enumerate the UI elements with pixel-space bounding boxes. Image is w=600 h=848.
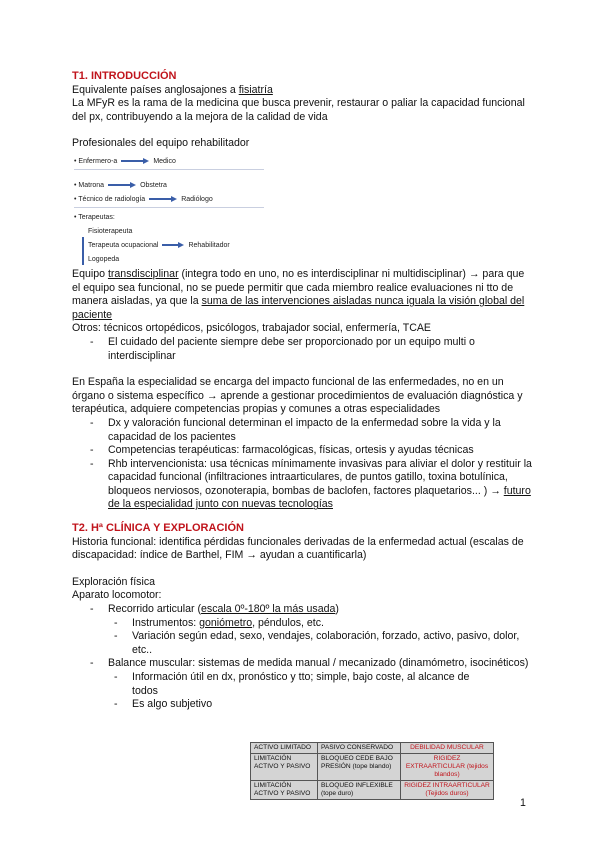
diagram-logopeda: Logopeda	[88, 255, 120, 263]
team-title: Profesionales del equipo rehabilitador	[72, 137, 250, 150]
diagram-radiologo: Radiólogo	[181, 195, 213, 203]
page-number: 1	[520, 797, 526, 809]
t1-heading: T1. INTRODUCCIÓN	[72, 70, 177, 82]
t1-line1	[72, 84, 532, 98]
balance-item: - Balance muscular: sistemas de medida manual / mecanizado (dinamómetro, isocinéticos)	[72, 657, 532, 671]
table-cell: DEBILIDAD MUSCULAR	[401, 743, 494, 754]
diagram-divider	[74, 169, 264, 170]
diagram-terapeuta-ocupacional: Terapeuta ocupacional	[88, 241, 159, 249]
t1-line2: La MFyR es la rama de la medicina que busca prevenir, restaurar o paliar la capacidad funcional del px, contribuyendo a la mejora de la calidad de vida	[72, 97, 525, 123]
list-item: - Dx y valoración funcional determinan el impacto de la enfermedad sobre la vida y la capacidad de los pacientes	[72, 417, 532, 444]
table-row	[251, 781, 494, 800]
diagram-rehabilitador: Rehabilitador	[188, 241, 230, 249]
table-row	[251, 754, 494, 781]
diagram-fisioterapeuta: Fisioterapeuta	[88, 227, 133, 235]
equipo-term-2: suma de las intervenciones aisladas nunca iguala la visión global del paciente	[72, 295, 525, 321]
table-row	[251, 743, 494, 754]
subjetivo-item: - Es algo subjetivo	[72, 698, 532, 712]
exploracion-title: Exploración física	[72, 575, 156, 588]
info-item	[72, 671, 532, 698]
arrow-icon	[149, 196, 177, 202]
recorrido-text-2: )	[335, 603, 339, 616]
rhb-text: Rhb intervencionista: usa técnicas mínimamente invasivas para aliviar el dolor y restituir la capacidad funcional (infiltraciones intraarticulares, de puntos gatillo, toxina botulínica, bloqueos nerviosos, ozonoterapia, bombas de baclofen, factores plaquetarios... ) →	[108, 457, 532, 497]
instrumentos-term: goniómetro	[199, 616, 253, 629]
equipo-text-1: Equipo	[72, 267, 108, 280]
list-item: - Competencias terapéuticas: farmacológicas, físicas, ortesis y ayudas técnicas	[72, 444, 532, 458]
recorrido-text-1: Recorrido articular (	[108, 603, 202, 616]
diagram-tecnico: • Técnico de radiología	[74, 195, 146, 203]
rhb-term: futuro de la especialidad junto con nuevas tecnologías	[108, 484, 531, 511]
rom-table	[250, 742, 494, 800]
otros-item: - El cuidado del paciente siempre debe ser proporcionado por un equipo multi o interdisciplinar	[72, 336, 532, 363]
table-cell: PASIVO CONSERVADO	[318, 743, 401, 754]
t2-heading: T2. Hª CLÍNICA Y EXPLORACIÓN	[72, 522, 244, 535]
diagram-enfermero: • Enfermero-a	[74, 157, 118, 165]
instrumentos-item	[72, 617, 532, 631]
diagram-divider	[74, 207, 264, 208]
historia-paragraph: Historia funcional: identifica pérdidas funcionales derivadas de la enfermedad actual (escalas de discapacidad: índice de Barthel, FIM → ayudan a cuantificarla)	[72, 535, 524, 562]
t1-line1-prefix: Equivalente países anglosajones a	[72, 83, 239, 96]
equipo-text-2: (integra todo en uno, no es interdisciplinar ni multidisciplinar) → para que el equipo sea funcional, no se puede permitir que cada miembro realice evaluaciones ni tto de manera aisladas, ya que la	[72, 267, 525, 308]
equipo-paragraph	[72, 268, 532, 322]
espana-paragraph: En España la especialidad se encarga del impacto funcional de las enfermedades, no en un órgano o sistema específico → aprende a gestionar procedimientos de evaluación diagnóstica y terapéutica, adquiere competencias propias y comunes a otras especialidades	[72, 376, 523, 416]
info-text-1: Información útil en dx, pronóstico y tto; simple, bajo coste, al alcance de	[132, 671, 470, 683]
table-cell: LIMITACIÓN ACTIVO Y PASIVO	[251, 781, 318, 800]
team-diagram	[74, 153, 274, 265]
t1-line1-term: fisiatría	[238, 83, 273, 96]
arrow-icon	[121, 158, 149, 164]
diagram-obstetra: Obstetra	[140, 181, 167, 189]
diagram-medico: Medico	[153, 157, 176, 165]
arrow-icon	[162, 242, 184, 248]
info-text-2: todos	[132, 684, 158, 697]
table-cell: LIMITACIÓN ACTIVO Y PASIVO	[251, 754, 318, 781]
page-content	[72, 70, 532, 712]
instrumentos-text-1: Instrumentos:	[132, 616, 200, 629]
table-cell: RIGIDEZ INTRAARTICULAR (Tejidos duros)	[401, 781, 494, 800]
recorrido-term: escala 0º-180º la más usada	[201, 603, 336, 616]
diagram-terapeutas: • Terapeutas:	[74, 213, 115, 221]
variacion-item: - Variación según edad, sexo, vendajes, colaboración, forzado, activo, pasivo, dolor, etc..	[72, 630, 532, 657]
diagram-matrona: • Matrona	[74, 181, 105, 189]
diagram-bracket	[82, 237, 84, 265]
recorrido-item	[72, 603, 532, 617]
list-item-rhb	[72, 458, 532, 512]
table-cell: ACTIVO LIMITADO	[251, 743, 318, 754]
instrumentos-text-2: , péndulos, etc.	[252, 616, 324, 629]
table-cell: BLOQUEO INFLEXIBLE (tope duro)	[318, 781, 401, 800]
table-cell: RIGIDEZ EXTRAARTICULAR (tejidos blandos)	[401, 754, 494, 781]
arrow-icon	[108, 182, 136, 188]
aparato-title: Aparato locomotor:	[72, 589, 162, 602]
equipo-term: transdisciplinar	[107, 267, 179, 280]
otros-line: Otros: técnicos ortopédicos, psicólogos, trabajador social, enfermería, TCAE	[72, 322, 431, 335]
table-cell: BLOQUEO CEDE BAJO PRESIÓN (tope blando)	[318, 754, 401, 781]
